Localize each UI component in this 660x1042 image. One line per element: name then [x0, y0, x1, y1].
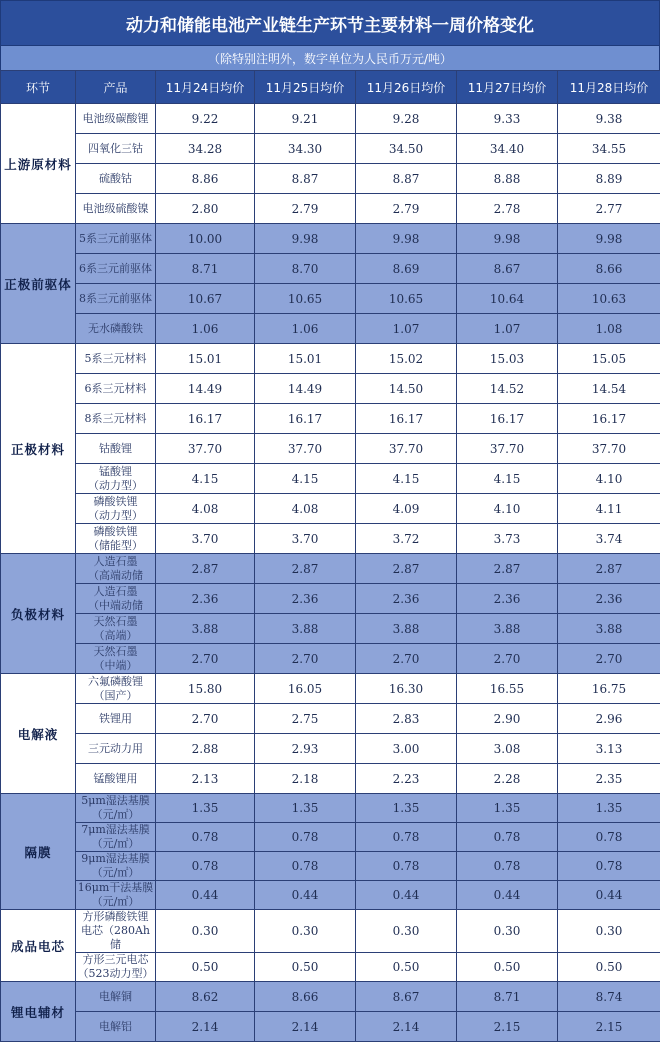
price-cell: 2.70	[558, 644, 660, 674]
price-cell: 2.80	[156, 194, 255, 224]
price-cell: 8.66	[255, 982, 356, 1012]
price-cell: 15.80	[156, 674, 255, 704]
price-cell: 10.63	[558, 284, 660, 314]
price-cell: 3.88	[255, 614, 356, 644]
price-cell: 0.78	[356, 852, 457, 881]
price-cell: 1.06	[255, 314, 356, 344]
price-cell: 0.44	[356, 881, 457, 910]
table-row	[1, 524, 660, 554]
product-cell: 方形三元电芯 （523动力型）	[76, 953, 156, 982]
product-cell: 5系三元前驱体	[76, 224, 156, 254]
price-cell: 4.15	[457, 464, 558, 494]
product-cell: 磷酸铁锂 （动力型）	[76, 494, 156, 524]
price-cell: 37.70	[255, 434, 356, 464]
price-cell: 2.36	[356, 584, 457, 614]
price-cell: 4.08	[156, 494, 255, 524]
price-cell: 1.07	[356, 314, 457, 344]
price-cell: 2.87	[255, 554, 356, 584]
price-cell: 9.98	[457, 224, 558, 254]
price-cell: 2.75	[255, 704, 356, 734]
price-cell: 15.01	[156, 344, 255, 374]
price-cell: 0.50	[156, 953, 255, 982]
segment-cell: 负极材料	[1, 554, 76, 674]
price-cell: 4.15	[356, 464, 457, 494]
price-cell: 0.78	[558, 852, 660, 881]
price-cell: 16.17	[558, 404, 660, 434]
price-cell: 3.00	[356, 734, 457, 764]
price-cell: 8.71	[457, 982, 558, 1012]
product-cell: 钴酸锂	[76, 434, 156, 464]
product-cell: 磷酸铁锂 （储能型）	[76, 524, 156, 554]
product-cell: 6系三元材料	[76, 374, 156, 404]
price-cell: 3.73	[457, 524, 558, 554]
price-cell: 15.01	[255, 344, 356, 374]
price-cell: 2.93	[255, 734, 356, 764]
price-cell: 2.87	[356, 554, 457, 584]
price-cell: 8.74	[558, 982, 660, 1012]
price-cell: 15.02	[356, 344, 457, 374]
price-cell: 10.67	[156, 284, 255, 314]
price-cell: 16.17	[356, 404, 457, 434]
price-cell: 2.79	[356, 194, 457, 224]
table-row	[1, 104, 660, 134]
table-row	[1, 224, 660, 254]
price-cell: 8.87	[356, 164, 457, 194]
product-cell: 9μm湿法基膜 （元/㎡）	[76, 852, 156, 881]
table-row	[1, 881, 660, 910]
table-row	[1, 982, 660, 1012]
price-cell: 2.83	[356, 704, 457, 734]
price-cell: 0.50	[457, 953, 558, 982]
price-cell: 2.36	[558, 584, 660, 614]
table-row	[1, 734, 660, 764]
price-cell: 2.87	[156, 554, 255, 584]
header-row	[1, 71, 660, 104]
product-cell: 电解铜	[76, 982, 156, 1012]
price-cell: 1.35	[255, 794, 356, 823]
price-cell: 0.44	[255, 881, 356, 910]
header-date-2: 11月25日均价	[255, 71, 356, 104]
price-cell: 9.98	[255, 224, 356, 254]
price-cell: 34.55	[558, 134, 660, 164]
price-cell: 16.17	[457, 404, 558, 434]
table-row	[1, 674, 660, 704]
price-cell: 2.70	[255, 644, 356, 674]
product-cell: 铁锂用	[76, 704, 156, 734]
price-cell: 14.54	[558, 374, 660, 404]
price-cell: 0.30	[457, 910, 558, 953]
price-cell: 0.78	[156, 852, 255, 881]
segment-cell: 成品电芯	[1, 910, 76, 982]
price-cell: 4.08	[255, 494, 356, 524]
price-cell: 16.30	[356, 674, 457, 704]
price-cell: 2.77	[558, 194, 660, 224]
table-title: 动力和储能电池产业链生产环节主要材料一周价格变化	[0, 0, 660, 46]
price-cell: 2.18	[255, 764, 356, 794]
segment-cell: 锂电辅材	[1, 982, 76, 1042]
price-cell: 10.65	[356, 284, 457, 314]
table-row	[1, 314, 660, 344]
table-row	[1, 644, 660, 674]
table-row	[1, 614, 660, 644]
price-cell: 3.70	[255, 524, 356, 554]
price-cell: 0.50	[356, 953, 457, 982]
price-cell: 8.69	[356, 254, 457, 284]
table-body	[1, 104, 660, 1042]
product-cell: 天然石墨 （中端）	[76, 644, 156, 674]
price-cell: 0.30	[255, 910, 356, 953]
product-cell: 锰酸锂 （动力型）	[76, 464, 156, 494]
price-cell: 9.22	[156, 104, 255, 134]
price-cell: 37.70	[457, 434, 558, 464]
product-cell: 六氟磷酸锂 （国产）	[76, 674, 156, 704]
header-date-1: 11月24日均价	[156, 71, 255, 104]
table-row	[1, 1012, 660, 1042]
price-cell: 10.64	[457, 284, 558, 314]
product-cell: 8系三元前驱体	[76, 284, 156, 314]
price-cell: 2.36	[457, 584, 558, 614]
table-row	[1, 584, 660, 614]
price-cell: 3.88	[356, 614, 457, 644]
price-cell: 0.78	[457, 852, 558, 881]
price-cell: 16.17	[156, 404, 255, 434]
price-cell: 1.06	[156, 314, 255, 344]
price-cell: 37.70	[156, 434, 255, 464]
price-cell: 10.65	[255, 284, 356, 314]
price-cell: 2.23	[356, 764, 457, 794]
price-cell: 1.08	[558, 314, 660, 344]
price-cell: 1.07	[457, 314, 558, 344]
product-cell: 四氧化三钴	[76, 134, 156, 164]
product-cell: 电解铝	[76, 1012, 156, 1042]
price-cell: 2.79	[255, 194, 356, 224]
price-cell: 2.28	[457, 764, 558, 794]
price-cell: 1.35	[356, 794, 457, 823]
segment-cell: 正极材料	[1, 344, 76, 554]
price-cell: 0.44	[156, 881, 255, 910]
price-cell: 2.14	[356, 1012, 457, 1042]
product-cell: 无水磷酸铁	[76, 314, 156, 344]
price-cell: 2.70	[356, 644, 457, 674]
price-cell: 34.50	[356, 134, 457, 164]
header-date-3: 11月26日均价	[356, 71, 457, 104]
price-cell: 9.33	[457, 104, 558, 134]
price-cell: 3.72	[356, 524, 457, 554]
price-cell: 9.28	[356, 104, 457, 134]
price-cell: 9.38	[558, 104, 660, 134]
price-cell: 0.44	[457, 881, 558, 910]
price-cell: 2.70	[457, 644, 558, 674]
price-cell: 37.70	[558, 434, 660, 464]
price-cell: 14.49	[255, 374, 356, 404]
price-cell: 4.09	[356, 494, 457, 524]
table-row	[1, 374, 660, 404]
price-cell: 14.49	[156, 374, 255, 404]
product-cell: 8系三元材料	[76, 404, 156, 434]
price-cell: 34.40	[457, 134, 558, 164]
table-row	[1, 910, 660, 953]
price-cell: 2.36	[255, 584, 356, 614]
product-cell: 锰酸锂用	[76, 764, 156, 794]
table-row	[1, 764, 660, 794]
price-cell: 14.50	[356, 374, 457, 404]
price-cell: 2.13	[156, 764, 255, 794]
price-cell: 0.44	[558, 881, 660, 910]
product-cell: 硫酸钴	[76, 164, 156, 194]
price-cell: 2.78	[457, 194, 558, 224]
price-cell: 3.88	[558, 614, 660, 644]
table-row	[1, 194, 660, 224]
segment-cell: 电解液	[1, 674, 76, 794]
price-cell: 37.70	[356, 434, 457, 464]
price-cell: 0.78	[356, 823, 457, 852]
table-row	[1, 254, 660, 284]
price-cell: 2.96	[558, 704, 660, 734]
segment-cell: 上游原材料	[1, 104, 76, 224]
price-cell: 4.10	[558, 464, 660, 494]
price-cell: 2.88	[156, 734, 255, 764]
price-cell: 1.35	[558, 794, 660, 823]
price-cell: 0.30	[558, 910, 660, 953]
price-cell: 2.35	[558, 764, 660, 794]
price-cell: 0.30	[156, 910, 255, 953]
header-segment: 环节	[1, 71, 76, 104]
price-cell: 0.50	[558, 953, 660, 982]
table-row	[1, 852, 660, 881]
table-row	[1, 344, 660, 374]
price-cell: 15.05	[558, 344, 660, 374]
price-cell: 8.67	[457, 254, 558, 284]
segment-cell: 正极前驱体	[1, 224, 76, 344]
table-row	[1, 953, 660, 982]
price-cell: 4.15	[156, 464, 255, 494]
price-cell: 2.15	[457, 1012, 558, 1042]
product-cell: 三元动力用	[76, 734, 156, 764]
price-cell: 9.21	[255, 104, 356, 134]
unit-note: （除特别注明外，数字单位为人民币万元/吨）	[0, 46, 660, 70]
price-cell: 8.71	[156, 254, 255, 284]
price-table	[0, 70, 660, 1042]
product-cell: 天然石墨 （高端）	[76, 614, 156, 644]
price-cell: 0.78	[255, 852, 356, 881]
table-row	[1, 704, 660, 734]
price-cell: 16.17	[255, 404, 356, 434]
product-cell: 人造石墨 （中端动储	[76, 584, 156, 614]
price-cell: 3.08	[457, 734, 558, 764]
table-row	[1, 284, 660, 314]
product-cell: 5系三元材料	[76, 344, 156, 374]
price-cell: 4.15	[255, 464, 356, 494]
price-cell: 34.30	[255, 134, 356, 164]
price-cell: 3.74	[558, 524, 660, 554]
product-cell: 方形磷酸铁锂 电芯（280Ah储	[76, 910, 156, 953]
price-cell: 2.90	[457, 704, 558, 734]
table-row	[1, 134, 660, 164]
price-cell: 8.70	[255, 254, 356, 284]
price-cell: 2.14	[156, 1012, 255, 1042]
product-cell: 16μm干法基膜 （元/㎡）	[76, 881, 156, 910]
price-cell: 2.70	[156, 644, 255, 674]
price-cell: 0.78	[255, 823, 356, 852]
product-cell: 6系三元前驱体	[76, 254, 156, 284]
table-row	[1, 464, 660, 494]
price-cell: 8.62	[156, 982, 255, 1012]
price-cell: 14.52	[457, 374, 558, 404]
product-cell: 电池级硫酸镍	[76, 194, 156, 224]
price-cell: 0.30	[356, 910, 457, 953]
table-row	[1, 494, 660, 524]
table-row	[1, 554, 660, 584]
product-cell: 5μm湿法基膜 （元/㎡）	[76, 794, 156, 823]
price-cell: 3.70	[156, 524, 255, 554]
price-cell: 3.88	[457, 614, 558, 644]
price-cell: 10.00	[156, 224, 255, 254]
price-cell: 3.13	[558, 734, 660, 764]
price-cell: 1.35	[457, 794, 558, 823]
table-row	[1, 164, 660, 194]
price-cell: 1.35	[156, 794, 255, 823]
product-cell: 电池级碳酸锂	[76, 104, 156, 134]
price-cell: 9.98	[558, 224, 660, 254]
product-cell: 人造石墨 （高端动储	[76, 554, 156, 584]
table-row	[1, 404, 660, 434]
price-cell: 2.70	[156, 704, 255, 734]
price-cell: 8.87	[255, 164, 356, 194]
price-cell: 8.89	[558, 164, 660, 194]
table-row	[1, 823, 660, 852]
price-cell: 8.67	[356, 982, 457, 1012]
header-date-4: 11月27日均价	[457, 71, 558, 104]
price-cell: 9.98	[356, 224, 457, 254]
price-cell: 15.03	[457, 344, 558, 374]
price-cell: 16.05	[255, 674, 356, 704]
price-cell: 3.88	[156, 614, 255, 644]
price-cell: 8.66	[558, 254, 660, 284]
price-cell: 16.55	[457, 674, 558, 704]
price-cell: 8.88	[457, 164, 558, 194]
product-cell: 7μm湿法基膜 （元/㎡）	[76, 823, 156, 852]
price-cell: 0.50	[255, 953, 356, 982]
price-cell: 8.86	[156, 164, 255, 194]
price-cell: 2.15	[558, 1012, 660, 1042]
price-cell: 0.78	[558, 823, 660, 852]
price-cell: 34.28	[156, 134, 255, 164]
segment-cell: 隔膜	[1, 794, 76, 910]
header-date-5: 11月28日均价	[558, 71, 660, 104]
price-cell: 16.75	[558, 674, 660, 704]
price-cell: 4.11	[558, 494, 660, 524]
header-product: 产品	[76, 71, 156, 104]
table-row	[1, 794, 660, 823]
price-cell: 2.87	[558, 554, 660, 584]
price-cell: 2.36	[156, 584, 255, 614]
price-cell: 2.14	[255, 1012, 356, 1042]
price-cell: 4.10	[457, 494, 558, 524]
table-row	[1, 434, 660, 464]
price-cell: 0.78	[457, 823, 558, 852]
price-cell: 0.78	[156, 823, 255, 852]
price-cell: 2.87	[457, 554, 558, 584]
